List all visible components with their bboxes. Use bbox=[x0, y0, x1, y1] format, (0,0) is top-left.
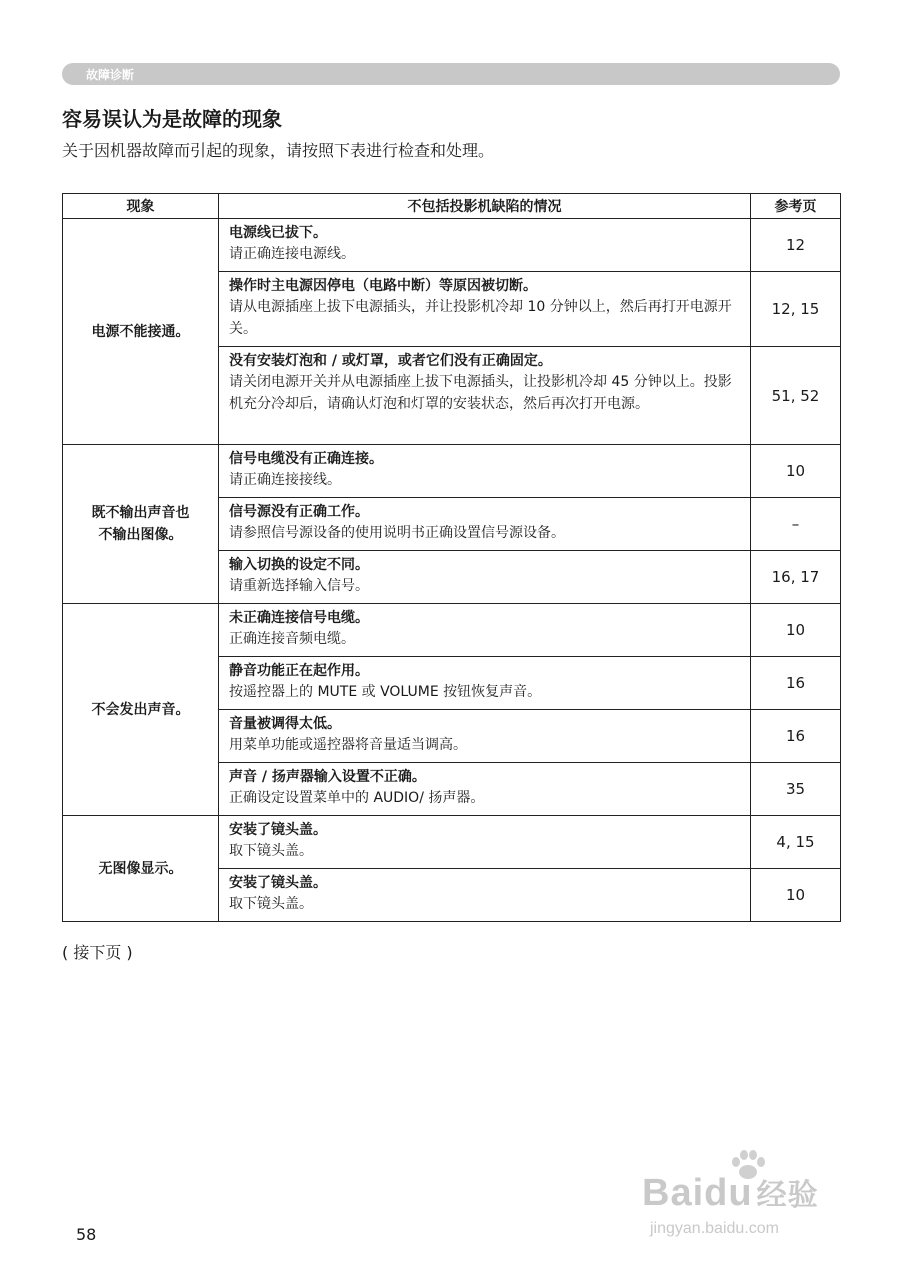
page-title: 容易误认为是故障的现象 bbox=[62, 107, 282, 131]
condition-heading: 未正确连接信号电缆。 bbox=[229, 610, 369, 626]
condition-cell bbox=[219, 710, 751, 763]
reference-cell: 10 bbox=[751, 445, 841, 498]
table-header-row bbox=[63, 194, 841, 219]
table-row bbox=[63, 604, 841, 657]
troubleshooting-table bbox=[62, 193, 841, 922]
condition-cell bbox=[219, 347, 751, 445]
condition-detail: 请正确连接电源线。 bbox=[229, 246, 355, 262]
condition-heading: 操作时主电源因停电（电路中断）等原因被切断。 bbox=[229, 278, 537, 294]
reference-cell: 16 bbox=[751, 710, 841, 763]
reference-cell: 35 bbox=[751, 763, 841, 816]
reference-cell: 51, 52 bbox=[751, 347, 841, 445]
phenomenon-cell: 电源不能接通。 bbox=[63, 219, 219, 445]
condition-cell bbox=[219, 816, 751, 869]
table-row bbox=[63, 219, 841, 272]
phenomenon-cell: 不会发出声音。 bbox=[63, 604, 219, 816]
condition-cell bbox=[219, 604, 751, 657]
reference-cell: 16 bbox=[751, 657, 841, 710]
condition-detail: 正确设定设置菜单中的 AUDIO/ 扬声器。 bbox=[229, 790, 485, 806]
condition-detail: 正确连接音频电缆。 bbox=[229, 631, 355, 647]
phenomenon-cell: 无图像显示。 bbox=[63, 816, 219, 922]
condition-heading: 安装了镜头盖。 bbox=[229, 875, 327, 891]
intro-text: 关于因机器故障而引起的现象，请按照下表进行检查和处理。 bbox=[62, 141, 495, 160]
condition-detail: 请正确连接接线。 bbox=[229, 472, 341, 488]
condition-detail: 取下镜头盖。 bbox=[229, 843, 313, 859]
header-reference: 参考页 bbox=[751, 194, 841, 219]
condition-heading: 没有安装灯泡和 / 或灯罩，或者它们没有正确固定。 bbox=[229, 353, 552, 369]
condition-cell bbox=[219, 763, 751, 816]
condition-heading: 声音 / 扬声器输入设置不正确。 bbox=[229, 769, 426, 785]
table-row bbox=[63, 816, 841, 869]
condition-cell bbox=[219, 657, 751, 710]
condition-heading: 音量被调得太低。 bbox=[229, 716, 341, 732]
condition-cell bbox=[219, 551, 751, 604]
condition-heading: 静音功能正在起作用。 bbox=[229, 663, 369, 679]
condition-heading: 信号源没有正确工作。 bbox=[229, 504, 369, 520]
condition-detail: 按遥控器上的 MUTE 或 VOLUME 按钮恢复声音。 bbox=[229, 684, 542, 700]
condition-heading: 输入切换的设定不同。 bbox=[229, 557, 369, 573]
reference-cell: 4, 15 bbox=[751, 816, 841, 869]
baidu-watermark bbox=[642, 1150, 862, 1250]
condition-detail: 请重新选择输入信号。 bbox=[229, 578, 369, 594]
watermark-brand-text: Bai bbox=[642, 1172, 705, 1214]
condition-detail: 取下镜头盖。 bbox=[229, 896, 313, 912]
reference-cell: 16, 17 bbox=[751, 551, 841, 604]
watermark-brand-mid: du bbox=[704, 1172, 753, 1214]
condition-detail: 请参照信号源设备的使用说明书正确设置信号源设备。 bbox=[229, 525, 565, 541]
condition-cell bbox=[219, 219, 751, 272]
reference-cell: 12 bbox=[751, 219, 841, 272]
reference-cell: – bbox=[751, 498, 841, 551]
condition-detail: 请从电源插座上拔下电源插头，并让投影机冷却 10 分钟以上，然后再打开电源开关。 bbox=[229, 299, 732, 337]
condition-cell bbox=[219, 445, 751, 498]
condition-cell bbox=[219, 498, 751, 551]
header-phenomenon: 现象 bbox=[63, 194, 219, 219]
table-row bbox=[63, 445, 841, 498]
phenomenon-line: 不输出图像。 bbox=[98, 527, 183, 543]
section-label: 故障诊断 bbox=[86, 68, 135, 82]
reference-cell: 10 bbox=[751, 869, 841, 922]
reference-cell: 12, 15 bbox=[751, 272, 841, 347]
phenomenon-line: 既不输出声音也 bbox=[91, 505, 190, 521]
condition-heading: 安装了镜头盖。 bbox=[229, 822, 327, 838]
condition-heading: 信号电缆没有正确连接。 bbox=[229, 451, 383, 467]
condition-detail: 请关闭电源开关并从电源插座上拔下电源插头，让投影机冷却 45 分钟以上。投影机充分冷却后，请确认灯泡和灯罩的安装状态，然后再次打开电源。 bbox=[229, 374, 732, 412]
page-number: 58 bbox=[76, 1225, 97, 1244]
section-header-bar bbox=[62, 63, 840, 85]
header-condition: 不包括投影机缺陷的情况 bbox=[219, 194, 751, 219]
condition-detail: 用菜单功能或遥控器将音量适当调高。 bbox=[229, 737, 467, 753]
continued-note: ( 接下页 ) bbox=[62, 943, 133, 962]
condition-cell bbox=[219, 869, 751, 922]
watermark-brand-cn: 经验 bbox=[756, 1179, 819, 1212]
condition-cell bbox=[219, 272, 751, 347]
watermark-url: jingyan.baidu.com bbox=[650, 1220, 779, 1237]
reference-cell: 10 bbox=[751, 604, 841, 657]
condition-heading: 电源线已拔下。 bbox=[229, 225, 327, 241]
watermark-brand bbox=[642, 1170, 819, 1215]
phenomenon-cell bbox=[63, 445, 219, 604]
